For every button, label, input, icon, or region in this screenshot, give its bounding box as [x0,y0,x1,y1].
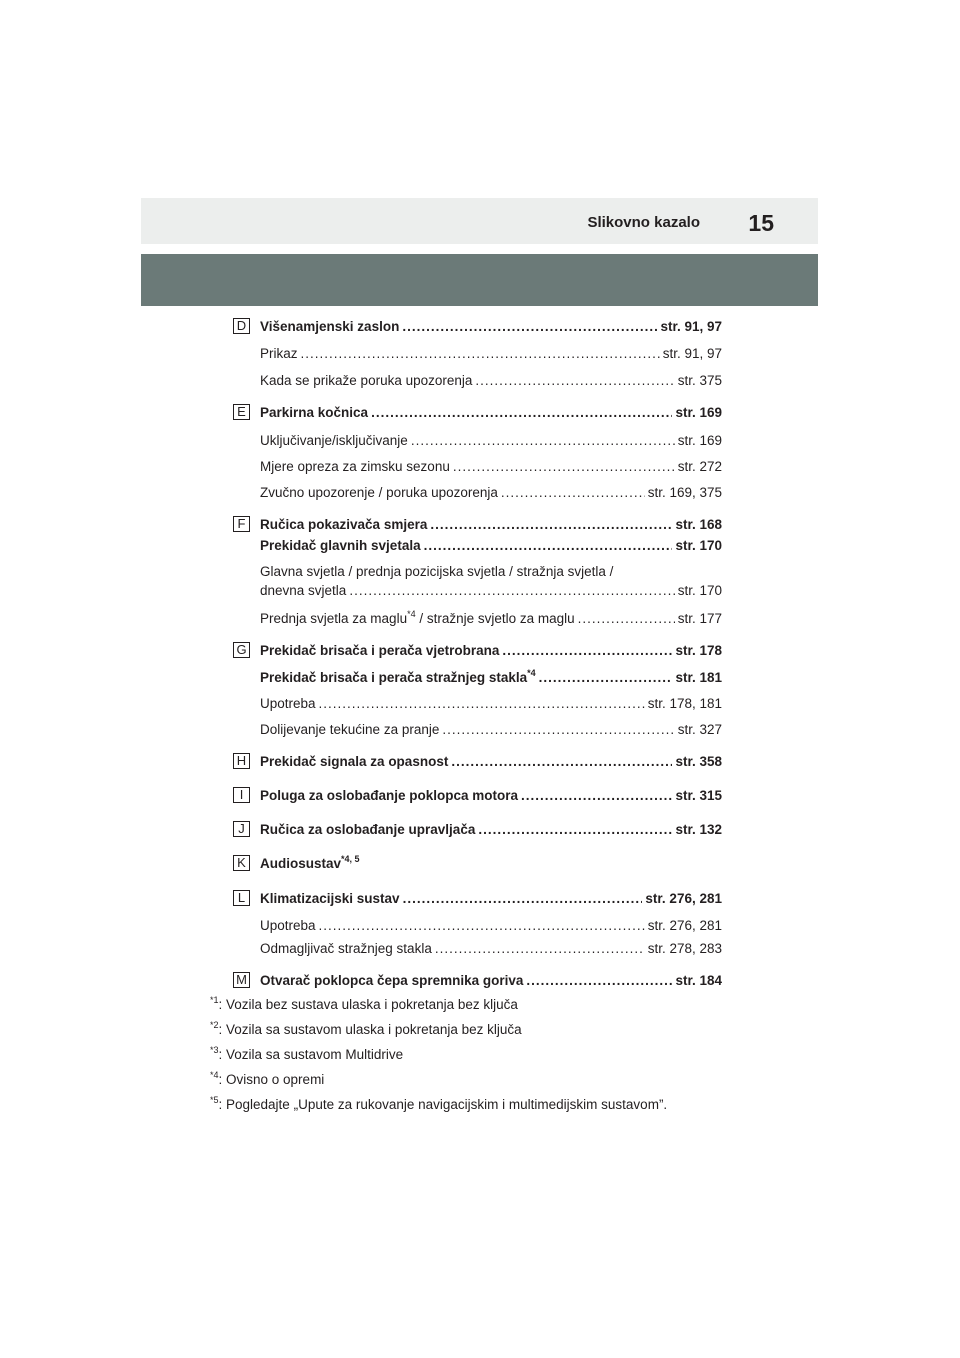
entry-label-text: Ručica pokazivača smjera [260,517,428,532]
dot-leader [411,432,675,450]
page-reference[interactable]: str. 327 [677,722,722,737]
entry-label [260,610,575,628]
footnote-text: : Vozila sa sustavom ulaska i pokretanja bez ključa [218,1022,522,1037]
page-reference[interactable]: str. 315 [675,788,722,803]
entry-label-text: Kada se prikaže poruka upozorenja [260,373,473,388]
page-reference[interactable]: str. 132 [675,822,722,837]
page-reference[interactable]: str. 178, 181 [647,696,722,711]
index-subentry[interactable] [260,484,722,502]
entry-label [260,940,432,958]
index-entry[interactable] [260,855,722,873]
index-entry[interactable] [260,516,722,534]
index-entry[interactable] [260,537,722,555]
dot-leader [475,372,674,390]
index-entry[interactable] [260,890,722,908]
entry-label-text: Uključivanje/isključivanje [260,433,408,448]
section-letter-i: I [233,787,250,803]
entry-label-text: Prekidač brisača i perača vjetrobrana [260,643,500,658]
entry-label-text: Otvarač poklopca čepa spremnika goriva [260,973,524,988]
entry-line [260,404,722,422]
entry-label [260,582,346,600]
entry-line [260,721,722,739]
page-header [141,198,818,244]
dot-leader [371,404,672,422]
dot-leader [430,516,672,534]
entry-line [260,940,722,958]
dot-leader [319,917,645,935]
page-reference[interactable]: str. 276, 281 [647,918,722,933]
section-letter-l: L [233,890,250,906]
entry-label-text: Odmagljivač stražnjeg stakla [260,941,432,956]
entry-label-continuation: / stražnje svjetlo za maglu [415,611,575,626]
entry-label [260,484,498,502]
dot-leader [539,669,673,687]
entry-line [260,582,722,600]
entry-line [260,537,722,555]
dot-leader [435,940,645,958]
dot-leader [502,642,672,660]
page-reference[interactable]: str. 168 [675,517,722,532]
entry-line [260,563,722,581]
entry-line [260,917,722,935]
entry-label-text: Klimatizacijski sustav [260,891,400,906]
entry-label [260,372,472,390]
entry-label-text: Zvučno upozorenje / poruka upozorenja [260,485,498,500]
footnote-mark: *1 [210,995,219,1005]
entry-label-text: Upotreba [260,918,316,933]
index-subentry[interactable] [260,940,722,958]
dot-leader [319,695,645,713]
section-letter-f: F [233,516,250,532]
footnote-mark: *4 [210,1070,219,1080]
entry-label-text: Prekidač glavnih svjetala [260,538,421,553]
page-reference[interactable]: str. 177 [677,611,722,626]
entry-label [260,917,316,935]
dot-leader [402,318,657,336]
footnote-mark: *3 [210,1045,219,1055]
index-entry-line [260,563,722,581]
entry-label [260,669,536,687]
index-subentry[interactable] [260,345,722,363]
entry-label: Glavna svjetla / prednja pozicijska svjetla / stražnja svjetla / [260,564,614,579]
footnote-text: : Pogledajte „Upute za rukovanje navigacijskim i multimedijskim sustavom”. [218,1097,668,1112]
entry-line [260,821,722,839]
dot-leader [403,890,643,908]
page-reference[interactable]: str. 91, 97 [662,346,722,361]
entry-line [260,318,722,336]
entry-label-text: dnevna svjetla [260,583,347,598]
footnote-mark: *4 [407,610,416,619]
dot-leader [424,537,673,555]
dot-leader [521,787,672,805]
page-reference[interactable]: str. 178 [675,643,722,658]
entry-label-text: Ručica za oslobađanje upravljača [260,822,476,837]
index-subentry[interactable] [260,432,722,450]
index-entry[interactable] [260,972,722,990]
page-reference[interactable]: str. 170 [677,583,722,598]
footnote-mark: *2 [210,1020,219,1030]
page-reference[interactable]: str. 169, 375 [647,485,722,500]
index-subentry[interactable] [260,582,722,600]
entry-label [260,890,400,908]
entry-label [260,855,360,873]
section-letter-j: J [233,821,250,837]
entry-label [260,432,408,450]
entry-label-text: Parkirna kočnica [260,405,369,420]
dot-leader [442,721,674,739]
index-subentry[interactable] [260,917,722,935]
entry-line [260,372,722,390]
index-subentry[interactable] [260,372,722,390]
dot-leader [526,972,672,990]
entry-label [260,642,499,660]
footnote-mark: *4 [527,669,536,678]
page-reference[interactable]: str. 170 [675,538,722,553]
section-letter-k: K [233,855,250,871]
entry-label-text: Prekidač signala za opasnost [260,754,449,769]
entry-label [260,787,518,805]
entry-label-text: Dolijevanje tekućine za pranje [260,722,440,737]
entry-label-text: Poluga za oslobađanje poklopca motora [260,788,519,803]
entry-line [260,855,722,873]
entry-label [260,516,427,534]
entry-label [260,972,523,990]
footnote [210,1022,522,1037]
section-letter-h: H [233,753,250,769]
footnote [210,1072,324,1087]
entry-label [260,404,368,422]
page-reference[interactable]: str. 91, 97 [660,319,722,334]
entry-label [260,345,298,363]
page-reference[interactable]: str. 375 [677,373,722,388]
page-reference[interactable]: str. 184 [675,973,722,988]
entry-line [260,345,722,363]
entry-label-text: Višenamjenski zaslon [260,319,400,334]
entry-label [260,753,448,771]
entry-label [260,318,399,336]
dot-leader [501,484,645,502]
section-letter-d: D [233,318,250,334]
section-title: Slikovno kazalo [587,214,700,231]
index-subentry[interactable] [260,721,722,739]
index-entry[interactable] [260,669,722,687]
entry-line [260,484,722,502]
index-entry[interactable] [260,787,722,805]
index-entry[interactable] [260,642,722,660]
footnote-text: : Vozila bez sustava ulaska i pokretanja bez ključa [218,997,518,1012]
page-reference[interactable]: str. 181 [675,670,722,685]
footnote-mark: *4, 5 [341,855,360,864]
entry-label-text: Upotreba [260,696,316,711]
entry-label [260,695,316,713]
entry-line [260,610,722,628]
entry-line [260,642,722,660]
footnote-text: : Vozila sa sustavom Multidrive [218,1047,404,1062]
page-reference[interactable]: str. 272 [677,459,722,474]
page-reference[interactable]: str. 276, 281 [645,891,722,906]
section-letter-e: E [233,404,250,420]
footnote-text: : Ovisno o opremi [218,1072,325,1087]
page-reference[interactable]: str. 278, 283 [647,941,722,956]
page-reference[interactable]: str. 169 [677,433,722,448]
page-reference[interactable]: str. 169 [675,405,722,420]
index-entry[interactable] [260,821,722,839]
dot-leader [349,582,674,600]
dot-leader [451,753,672,771]
entry-line [260,695,722,713]
entry-line [260,972,722,990]
footnote [210,1047,403,1062]
entry-line [260,753,722,771]
entry-label-text: Audiosustav [260,856,342,871]
entry-line [260,516,722,534]
section-letter-g: G [233,642,250,658]
entry-label [260,458,450,476]
index-entry[interactable] [260,318,722,336]
footnote [210,1097,667,1112]
header-dark-band [141,254,818,306]
entry-label-text: Prikaz [260,346,298,361]
entry-line [260,787,722,805]
index-entry[interactable] [260,404,722,422]
entry-line [260,669,722,687]
page-number: 15 [748,210,774,236]
page-reference[interactable]: str. 358 [675,754,722,769]
dot-leader [453,458,675,476]
entry-label-text: Prednja svjetla za maglu [260,611,408,626]
section-letter-m: M [233,972,250,988]
entry-label [260,537,421,555]
index-subentry[interactable] [260,610,722,628]
entry-line [260,432,722,450]
dot-leader [478,821,672,839]
dot-leader [578,610,675,628]
entry-label [260,821,475,839]
dot-leader [301,345,660,363]
index-subentry[interactable] [260,695,722,713]
entry-label-text: Mjere opreza za zimsku sezonu [260,459,450,474]
entry-line [260,890,722,908]
footnote [210,997,518,1012]
footnote-mark: *5 [210,1095,219,1105]
entry-label [260,721,439,739]
index-entry[interactable] [260,753,722,771]
entry-line [260,458,722,476]
entry-label-text: Prekidač brisača i perača stražnjeg stakla [260,670,528,685]
index-subentry[interactable] [260,458,722,476]
